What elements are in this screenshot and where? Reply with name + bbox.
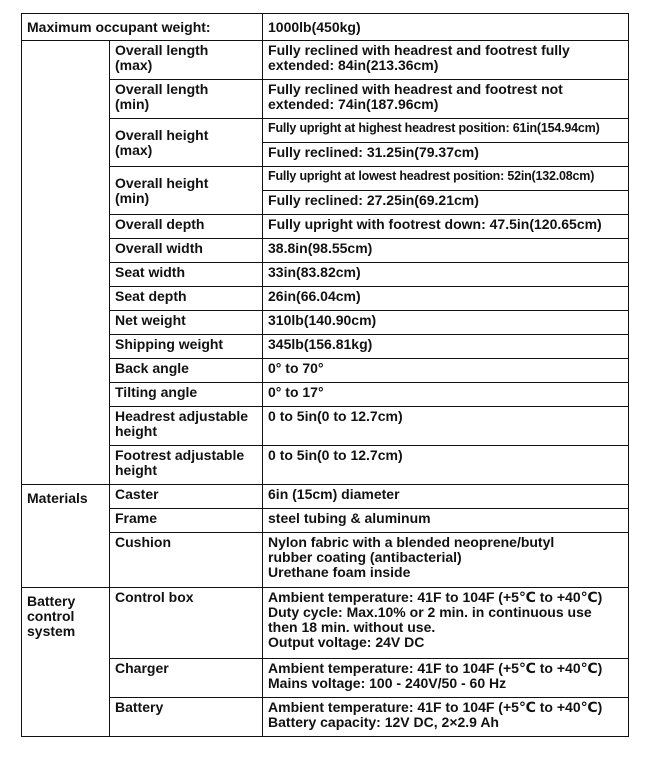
- occupant-weight-label: Maximum occupant weight:: [22, 14, 263, 41]
- spec-label: Seat depth: [110, 287, 263, 311]
- spec-value: Fully upright with footrest down: 47.5in(120.65cm): [263, 215, 629, 239]
- table-row: [22, 359, 629, 383]
- table-row: [22, 311, 629, 335]
- table-row: [22, 41, 629, 80]
- spec-label: Control box: [110, 588, 263, 659]
- spec-label: Charger: [110, 659, 263, 698]
- spec-value: 310lb(140.90cm): [263, 311, 629, 335]
- spec-value: Fully upright at lowest headrest position: 52in(132.08cm): [263, 167, 629, 191]
- spec-label: Headrest adjustable height: [110, 407, 263, 446]
- battery-category: Battery control system: [22, 588, 110, 737]
- table-row: [22, 446, 629, 485]
- spec-value: Fully reclined: 31.25in(79.37cm): [263, 143, 629, 167]
- spec-value: Fully reclined: 27.25in(69.21cm): [263, 191, 629, 215]
- spec-value: 38.8in(98.55cm): [263, 239, 629, 263]
- spec-table: [21, 13, 629, 737]
- table-row: [22, 533, 629, 588]
- table-row: [22, 407, 629, 446]
- spec-label: Overall depth: [110, 215, 263, 239]
- dimensions-category: [22, 41, 110, 485]
- spec-label: Frame: [110, 509, 263, 533]
- table-row: [22, 80, 629, 119]
- spec-label: Net weight: [110, 311, 263, 335]
- spec-value: 0 to 5in(0 to 12.7cm): [263, 446, 629, 485]
- spec-label: Footrest adjustable height: [110, 446, 263, 485]
- table-row: [22, 287, 629, 311]
- spec-value: Nylon fabric with a blended neoprene/butyl rubber coating (antibacterial) Urethane foam inside: [263, 533, 629, 588]
- occupant-weight-value: 1000lb(450kg): [263, 14, 629, 41]
- table-row: [22, 485, 629, 509]
- table-row: [22, 588, 629, 659]
- spec-value: Ambient temperature: 41F to 104F (+5℃ to +40℃) Battery capacity: 12V DC, 2×2.9 Ah: [263, 698, 629, 737]
- spec-value: Fully reclined with headrest and footrest fully extended: 84in(213.36cm): [263, 41, 629, 80]
- spec-value: 0 to 5in(0 to 12.7cm): [263, 407, 629, 446]
- spec-value: Fully upright at highest headrest position: 61in(154.94cm): [263, 119, 629, 143]
- spec-label: Caster: [110, 485, 263, 509]
- spec-label: Overall length (min): [110, 80, 263, 119]
- spec-label: Battery: [110, 698, 263, 737]
- table-row: [22, 215, 629, 239]
- spec-value: steel tubing & aluminum: [263, 509, 629, 533]
- table-row: [22, 263, 629, 287]
- table-row: [22, 335, 629, 359]
- materials-category: Materials: [22, 485, 110, 588]
- spec-value: 0° to 17°: [263, 383, 629, 407]
- spec-value: Ambient temperature: 41F to 104F (+5℃ to +40℃) Mains voltage: 100 - 240V/50 - 60 Hz: [263, 659, 629, 698]
- spec-value: 345lb(156.81kg): [263, 335, 629, 359]
- spec-label: Overall height (min): [110, 167, 263, 215]
- spec-label: Tilting angle: [110, 383, 263, 407]
- spec-label: Shipping weight: [110, 335, 263, 359]
- spec-label: Cushion: [110, 533, 263, 588]
- table-row: [22, 239, 629, 263]
- spec-label: Overall width: [110, 239, 263, 263]
- table-row: [22, 119, 629, 143]
- table-row: [22, 698, 629, 737]
- spec-label: Seat width: [110, 263, 263, 287]
- spec-label: Back angle: [110, 359, 263, 383]
- table-row: [22, 14, 629, 41]
- spec-value: 6in (15cm) diameter: [263, 485, 629, 509]
- table-row: [22, 509, 629, 533]
- spec-value: 26in(66.04cm): [263, 287, 629, 311]
- spec-value: Fully reclined with headrest and footrest not extended: 74in(187.96cm): [263, 80, 629, 119]
- spec-label: Overall length (max): [110, 41, 263, 80]
- spec-value: 0° to 70°: [263, 359, 629, 383]
- spec-value: 33in(83.82cm): [263, 263, 629, 287]
- spec-label: Overall height (max): [110, 119, 263, 167]
- table-row: [22, 383, 629, 407]
- table-row: [22, 167, 629, 191]
- spec-value: Ambient temperature: 41F to 104F (+5℃ to +40℃) Duty cycle: Max.10% or 2 min. in continuous use then 18 min. without use. Output voltage: 24V DC: [263, 588, 629, 659]
- table-row: [22, 659, 629, 698]
